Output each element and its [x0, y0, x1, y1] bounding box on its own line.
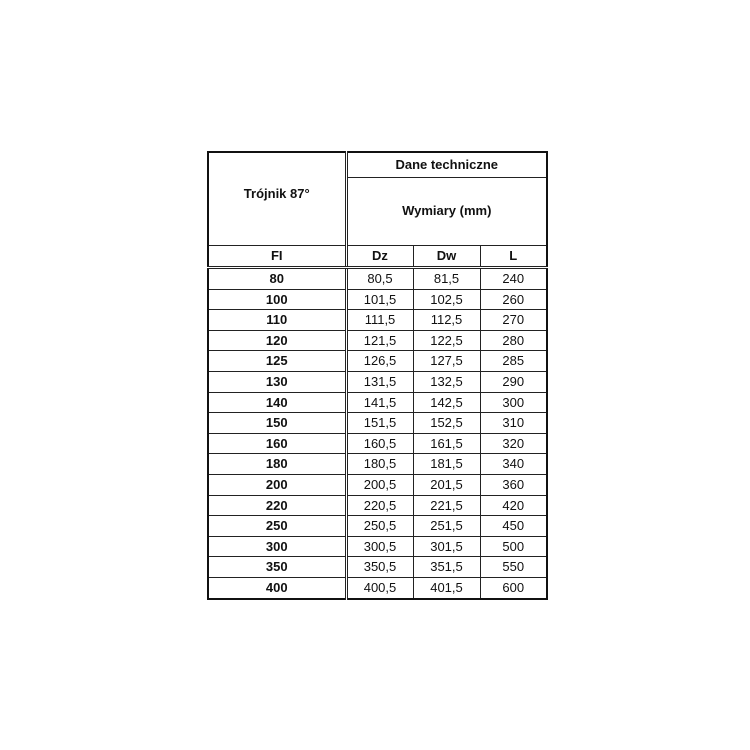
- cell-dz: 126,5: [346, 351, 413, 372]
- cell-l: 280: [480, 330, 547, 351]
- cell-fi: 180: [208, 454, 346, 475]
- table-row: [208, 516, 547, 537]
- cell-dw: 81,5: [413, 268, 480, 290]
- cell-fi: 160: [208, 433, 346, 454]
- table-row: [208, 371, 547, 392]
- cell-dz: 350,5: [346, 557, 413, 578]
- table-row: [208, 495, 547, 516]
- cell-dz: 131,5: [346, 371, 413, 392]
- cell-dz: 160,5: [346, 433, 413, 454]
- column-header-l: L: [480, 246, 547, 268]
- cell-l: 500: [480, 536, 547, 557]
- cell-l: 340: [480, 454, 547, 475]
- table-row: [208, 413, 547, 434]
- cell-fi: 350: [208, 557, 346, 578]
- table-row: [208, 310, 547, 331]
- table-row: [208, 392, 547, 413]
- cell-fi: 400: [208, 577, 346, 598]
- table-row: [208, 351, 547, 372]
- technical-data-table: [207, 151, 548, 600]
- cell-dz: 300,5: [346, 536, 413, 557]
- group-header-technical-data: Dane techniczne: [346, 152, 547, 177]
- cell-l: 240: [480, 268, 547, 290]
- cell-dz: 151,5: [346, 413, 413, 434]
- cell-fi: 130: [208, 371, 346, 392]
- cell-l: 310: [480, 413, 547, 434]
- cell-l: 420: [480, 495, 547, 516]
- table-row: [208, 289, 547, 310]
- cell-dw: 122,5: [413, 330, 480, 351]
- cell-fi: 125: [208, 351, 346, 372]
- column-header-dw: Dw: [413, 246, 480, 268]
- table-row: [208, 268, 547, 290]
- cell-dw: 181,5: [413, 454, 480, 475]
- cell-dw: 161,5: [413, 433, 480, 454]
- cell-fi: 110: [208, 310, 346, 331]
- cell-dw: 351,5: [413, 557, 480, 578]
- header-row-group: [208, 152, 547, 177]
- table-row: [208, 474, 547, 495]
- cell-l: 290: [480, 371, 547, 392]
- cell-l: 600: [480, 577, 547, 598]
- cell-l: 320: [480, 433, 547, 454]
- cell-dw: 251,5: [413, 516, 480, 537]
- cell-dz: 250,5: [346, 516, 413, 537]
- cell-dz: 80,5: [346, 268, 413, 290]
- cell-dz: 121,5: [346, 330, 413, 351]
- cell-fi: 80: [208, 268, 346, 290]
- column-header-row: [208, 246, 547, 268]
- cell-fi: 120: [208, 330, 346, 351]
- cell-dw: 112,5: [413, 310, 480, 331]
- table-row: [208, 433, 547, 454]
- cell-fi: 150: [208, 413, 346, 434]
- cell-fi: 220: [208, 495, 346, 516]
- cell-dz: 180,5: [346, 454, 413, 475]
- cell-dz: 200,5: [346, 474, 413, 495]
- cell-dw: 201,5: [413, 474, 480, 495]
- cell-l: 360: [480, 474, 547, 495]
- table-row: [208, 454, 547, 475]
- cell-dw: 102,5: [413, 289, 480, 310]
- cell-l: 550: [480, 557, 547, 578]
- table-row: [208, 557, 547, 578]
- cell-fi: 100: [208, 289, 346, 310]
- cell-dw: 152,5: [413, 413, 480, 434]
- table-row: [208, 330, 547, 351]
- table-row: [208, 577, 547, 598]
- cell-fi: 250: [208, 516, 346, 537]
- cell-l: 270: [480, 310, 547, 331]
- sub-header-dimensions: Wymiary (mm): [346, 177, 547, 245]
- cell-l: 285: [480, 351, 547, 372]
- technical-data-sheet: [207, 151, 546, 600]
- cell-fi: 200: [208, 474, 346, 495]
- cell-dw: 127,5: [413, 351, 480, 372]
- cell-dw: 132,5: [413, 371, 480, 392]
- table-row: [208, 536, 547, 557]
- cell-dz: 111,5: [346, 310, 413, 331]
- cell-dw: 401,5: [413, 577, 480, 598]
- product-title: Trójnik 87°: [208, 152, 346, 246]
- cell-l: 450: [480, 516, 547, 537]
- column-header-fi: FI: [208, 246, 346, 268]
- column-header-dz: Dz: [346, 246, 413, 268]
- cell-dz: 220,5: [346, 495, 413, 516]
- cell-dw: 301,5: [413, 536, 480, 557]
- cell-dw: 221,5: [413, 495, 480, 516]
- cell-dz: 101,5: [346, 289, 413, 310]
- cell-fi: 300: [208, 536, 346, 557]
- cell-fi: 140: [208, 392, 346, 413]
- cell-dz: 400,5: [346, 577, 413, 598]
- cell-l: 260: [480, 289, 547, 310]
- cell-dw: 142,5: [413, 392, 480, 413]
- cell-l: 300: [480, 392, 547, 413]
- cell-dz: 141,5: [346, 392, 413, 413]
